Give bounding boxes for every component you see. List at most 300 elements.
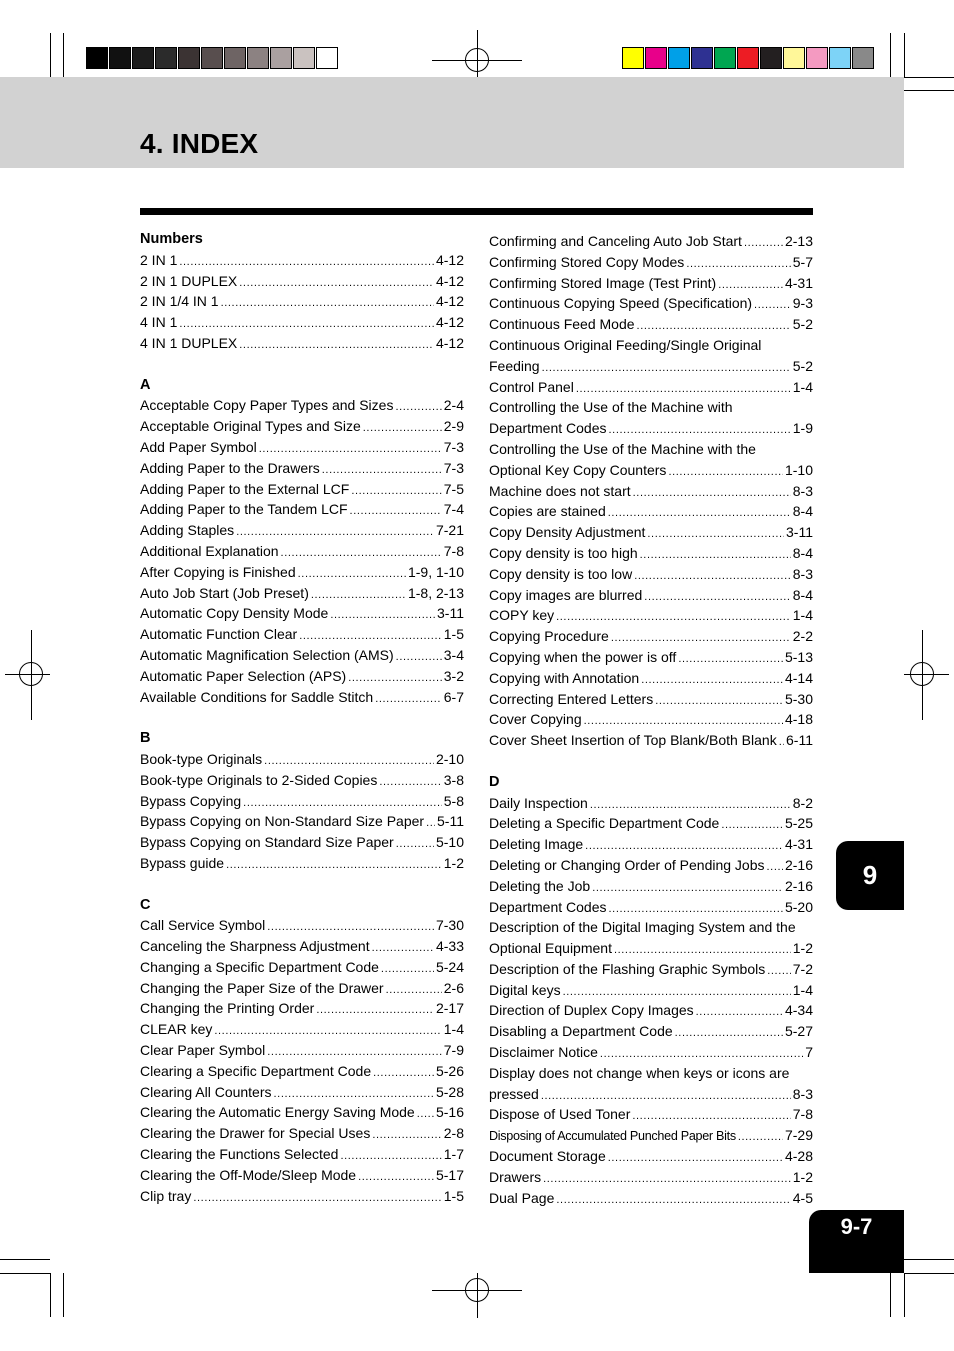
index-term: Clearing All Counters xyxy=(140,1083,272,1100)
index-entry xyxy=(489,855,813,876)
registration-target-icon xyxy=(465,48,489,72)
dot-leader xyxy=(668,462,783,481)
index-entry xyxy=(140,271,464,292)
index-entry xyxy=(489,1188,813,1209)
index-page-ref: 1-5 xyxy=(443,1187,464,1204)
dot-leader xyxy=(373,1063,434,1082)
dot-leader xyxy=(744,233,783,252)
dot-leader xyxy=(633,483,791,502)
index-page-ref: 7-3 xyxy=(443,459,464,476)
index-page-ref: 4-28 xyxy=(784,1148,813,1165)
index-section xyxy=(140,229,464,354)
dot-leader xyxy=(340,1146,441,1165)
index-term: pressed xyxy=(489,1085,539,1102)
index-term: Feeding xyxy=(489,357,540,374)
index-term: Bypass Copying on Standard Size Paper xyxy=(140,834,394,851)
index-entry xyxy=(140,250,464,271)
index-page-ref: 2-16 xyxy=(784,877,813,894)
index-page-ref: 8-4 xyxy=(792,503,813,520)
index-term: Confirming and Canceling Auto Job Start xyxy=(489,233,742,249)
index-term: Bypass Copying on Non-Standard Size Paper xyxy=(140,813,425,830)
index-page-ref: 5-25 xyxy=(784,815,813,832)
index-page-ref: 3-4 xyxy=(443,646,464,663)
index-page-ref: 4-12 xyxy=(435,314,464,331)
index-entry xyxy=(140,291,464,312)
index-page-ref: 7-3 xyxy=(443,438,464,455)
crop-mark xyxy=(904,90,954,91)
dot-leader xyxy=(236,522,434,541)
index-page-ref: 2-16 xyxy=(784,856,813,873)
index-entry xyxy=(140,1061,464,1082)
index-entry xyxy=(489,876,813,897)
index-entry xyxy=(140,1019,464,1040)
index-term: Adding Paper to the Tandem LCF xyxy=(140,501,348,518)
dot-leader xyxy=(590,795,791,814)
index-entry xyxy=(489,689,813,710)
calibration-swatch xyxy=(109,47,131,69)
calibration-swatch xyxy=(760,47,782,69)
index-page-ref: 4-33 xyxy=(435,938,464,955)
index-term: Book-type Originals to 2-Sided Copies xyxy=(140,771,378,788)
index-page-ref: 4-12 xyxy=(435,272,464,289)
index-page-ref: 7 xyxy=(805,1044,813,1061)
index-section xyxy=(489,231,813,751)
dot-leader xyxy=(259,439,442,458)
index-entry xyxy=(489,1084,813,1105)
index-column-left xyxy=(140,229,464,1227)
index-column-right xyxy=(489,231,813,1229)
index-entry xyxy=(140,499,464,520)
index-term: 4 IN 1 DUPLEX xyxy=(140,334,238,351)
index-entry xyxy=(140,437,464,458)
index-page-ref: 4-12 xyxy=(435,293,464,310)
dot-leader xyxy=(179,252,434,271)
section-heading: D xyxy=(489,773,500,790)
index-entry xyxy=(140,791,464,812)
index-entry xyxy=(140,770,464,791)
index-term: Adding Paper to the External LCF xyxy=(140,480,350,497)
index-page-ref: 1-4 xyxy=(792,981,813,998)
index-entry xyxy=(489,668,813,689)
index-term: Changing the Paper Size of the Drawer xyxy=(140,979,384,996)
index-term: Clearing the Functions Selected xyxy=(140,1146,339,1163)
index-entry-lead: Display does not change when keys or icons are xyxy=(489,1064,790,1081)
index-term: Bypass guide xyxy=(140,854,225,871)
dot-leader xyxy=(542,358,791,377)
index-term: 4 IN 1 xyxy=(140,314,178,331)
index-entry xyxy=(489,231,813,252)
index-term: Copy Density Adjustment xyxy=(489,524,646,541)
index-term: Additional Explanation xyxy=(140,542,279,559)
dot-leader xyxy=(767,961,791,980)
index-page-ref: 4-14 xyxy=(784,669,813,686)
dot-leader xyxy=(267,917,434,936)
index-page-ref: 1-4 xyxy=(792,378,813,395)
index-entry xyxy=(489,377,813,398)
index-term: Deleting Image xyxy=(489,836,584,853)
index-entry xyxy=(489,522,813,543)
index-entry xyxy=(489,834,813,855)
dot-leader xyxy=(647,524,784,543)
index-term: Copy images are blurred xyxy=(489,586,643,603)
dot-leader xyxy=(614,940,791,959)
dot-leader xyxy=(239,335,434,354)
index-section xyxy=(140,728,464,874)
crop-mark xyxy=(50,1273,51,1317)
dot-leader xyxy=(350,501,442,520)
index-entry xyxy=(489,585,813,606)
dot-leader xyxy=(556,607,791,626)
calibration-swatch xyxy=(737,47,759,69)
index-entry xyxy=(140,749,464,770)
index-page-ref: 3-11 xyxy=(786,524,813,541)
index-page-ref: 8-3 xyxy=(792,482,813,499)
index-entry xyxy=(140,333,464,354)
calibration-swatch xyxy=(316,47,338,69)
index-term: Canceling the Sharpness Adjustment xyxy=(140,938,370,955)
index-page-ref: 5-27 xyxy=(784,1023,813,1040)
index-term: Available Conditions for Saddle Stitch xyxy=(140,688,374,705)
section-heading: B xyxy=(140,730,151,747)
index-page-ref: 9-3 xyxy=(792,295,813,312)
section-heading: A xyxy=(140,376,151,393)
dot-leader xyxy=(609,420,791,439)
index-term: Copy density is too low xyxy=(489,565,633,582)
dot-leader xyxy=(316,1000,434,1019)
index-page-ref: 1-10 xyxy=(784,461,813,478)
dot-leader xyxy=(675,1023,783,1042)
dot-leader xyxy=(678,649,783,668)
index-page-ref: 7-9 xyxy=(443,1042,464,1059)
index-entry xyxy=(140,312,464,333)
index-section xyxy=(489,772,813,1209)
index-term: Department Codes xyxy=(489,898,607,915)
index-page-ref: 5-8 xyxy=(443,792,464,809)
dot-leader xyxy=(655,691,783,710)
crop-mark xyxy=(0,1259,50,1260)
index-entry xyxy=(489,813,813,834)
dot-leader xyxy=(298,564,406,583)
index-entry xyxy=(489,418,813,439)
index-page-ref: 5-2 xyxy=(792,357,813,374)
crop-mark xyxy=(50,33,51,77)
index-term: Adding Paper to the Drawers xyxy=(140,459,320,476)
index-page-ref: 5-7 xyxy=(792,253,813,270)
index-entry xyxy=(489,293,813,314)
dot-leader xyxy=(311,585,406,604)
index-page-ref: 5-13 xyxy=(784,648,813,665)
index-entry xyxy=(140,832,464,853)
calibration-swatch xyxy=(668,47,690,69)
index-entry xyxy=(140,957,464,978)
index-entry xyxy=(489,897,813,918)
header-band xyxy=(0,77,904,168)
index-term: Department Codes xyxy=(489,420,607,437)
index-page-ref: 7-8 xyxy=(443,542,464,559)
index-term: Confirming Stored Copy Modes xyxy=(489,253,685,270)
index-term: Direction of Duplex Copy Images xyxy=(489,1002,694,1019)
index-page-ref: 5-24 xyxy=(435,958,464,975)
index-entry xyxy=(489,959,813,980)
index-entry-lead: Controlling the Use of the Machine with the xyxy=(489,440,756,457)
dot-leader xyxy=(358,1167,434,1186)
index-term: Disclaimer Notice xyxy=(489,1044,598,1061)
index-page-ref: 2-8 xyxy=(443,1125,464,1142)
index-entry xyxy=(140,395,464,416)
index-term: 2 IN 1 DUPLEX xyxy=(140,272,238,289)
index-entry xyxy=(140,1165,464,1186)
crop-mark xyxy=(0,1273,50,1274)
index-page-ref: 7-21 xyxy=(435,522,464,539)
calibration-swatch xyxy=(178,47,200,69)
index-page-ref: 4-34 xyxy=(784,1002,813,1019)
index-page-ref: 8-3 xyxy=(792,1085,813,1102)
index-entry-lead: Continuous Original Feeding/Single Original xyxy=(489,336,762,353)
index-entry xyxy=(140,583,464,604)
index-entry xyxy=(489,1000,813,1021)
index-page-ref: 3-2 xyxy=(443,667,464,684)
registration-target-icon xyxy=(910,662,934,686)
dot-leader xyxy=(274,1084,434,1103)
index-entry xyxy=(489,605,813,626)
dot-leader xyxy=(541,1086,791,1105)
color-calibration-strip xyxy=(622,47,875,69)
section-heading: Numbers xyxy=(140,231,203,247)
dot-leader xyxy=(348,668,442,687)
index-entry xyxy=(489,314,813,335)
dot-leader xyxy=(640,545,791,564)
calibration-swatch xyxy=(293,47,315,69)
index-term: CLEAR key xyxy=(140,1021,213,1038)
index-term: After Copying is Finished xyxy=(140,563,296,580)
crop-mark xyxy=(63,1273,64,1317)
dot-leader xyxy=(214,1021,441,1040)
index-page-ref: 3-11 xyxy=(437,605,464,622)
index-entry xyxy=(489,626,813,647)
dot-leader xyxy=(718,275,783,294)
index-entry xyxy=(140,479,464,500)
index-entry xyxy=(140,1123,464,1144)
index-page-ref: 2-13 xyxy=(784,233,813,249)
grayscale-calibration-strip xyxy=(86,47,339,69)
index-page-ref: 6-11 xyxy=(786,732,813,749)
index-entry xyxy=(489,1021,813,1042)
index-term: Confirming Stored Image (Test Print) xyxy=(489,274,717,291)
index-entry xyxy=(140,1082,464,1103)
index-page-ref: 2-10 xyxy=(435,750,464,767)
dot-leader xyxy=(600,1044,803,1063)
index-term: Copying with Annotation xyxy=(489,669,640,686)
index-term: Optional Equipment xyxy=(489,940,612,957)
index-term: Digital keys xyxy=(489,981,561,998)
crop-mark xyxy=(890,33,891,77)
index-page-ref: 1-2 xyxy=(792,1168,813,1185)
index-term: Automatic Magnification Selection (AMS) xyxy=(140,646,394,663)
index-page-ref: 4-31 xyxy=(784,274,813,291)
index-term: Description of the Flashing Graphic Symbols xyxy=(489,960,766,977)
calibration-swatch xyxy=(270,47,292,69)
crop-mark xyxy=(904,1259,954,1260)
dot-leader xyxy=(417,1104,434,1123)
index-term: Deleting the Job xyxy=(489,877,591,894)
calibration-swatch xyxy=(86,47,108,69)
crop-mark xyxy=(904,33,905,77)
dot-leader xyxy=(738,1127,783,1146)
dot-leader xyxy=(386,980,442,999)
index-entry xyxy=(140,687,464,708)
calibration-swatch xyxy=(806,47,828,69)
dot-leader xyxy=(584,711,783,730)
index-term: Copy density is too high xyxy=(489,544,638,561)
page-title: 4. INDEX xyxy=(140,128,259,159)
dot-leader xyxy=(375,689,442,708)
index-term: Call Service Symbol xyxy=(140,917,266,934)
index-entry xyxy=(140,645,464,666)
index-term: Drawers xyxy=(489,1168,542,1185)
dot-leader xyxy=(281,543,442,562)
index-term: Machine does not start xyxy=(489,482,631,499)
index-term: Correcting Entered Letters xyxy=(489,690,654,707)
index-entry xyxy=(140,811,464,832)
index-page-ref: 2-17 xyxy=(435,1000,464,1017)
crop-mark xyxy=(904,77,954,78)
calibration-swatch xyxy=(132,47,154,69)
index-entry xyxy=(140,562,464,583)
index-entry xyxy=(140,520,464,541)
dot-leader xyxy=(543,1169,791,1188)
index-entry xyxy=(489,647,813,668)
dot-leader xyxy=(634,566,791,585)
dot-leader xyxy=(372,938,434,957)
registration-target-icon xyxy=(19,662,43,686)
index-page-ref: 7-30 xyxy=(435,917,464,934)
dot-leader xyxy=(585,836,783,855)
index-term: Continuous Copying Speed (Specification) xyxy=(489,295,753,312)
index-entry xyxy=(140,458,464,479)
index-term: Daily Inspection xyxy=(489,794,588,811)
dot-leader xyxy=(608,503,791,522)
dot-leader xyxy=(372,1125,441,1144)
index-page-ref: 1-8, 2-13 xyxy=(407,584,464,601)
index-term: Clearing the Automatic Energy Saving Mode xyxy=(140,1104,415,1121)
index-entry xyxy=(140,666,464,687)
dot-leader xyxy=(363,418,442,437)
dot-leader xyxy=(226,855,442,874)
index-term: Book-type Originals xyxy=(140,750,263,767)
index-page-ref: 5-26 xyxy=(435,1062,464,1079)
index-entry xyxy=(489,481,813,502)
index-entry xyxy=(140,853,464,874)
index-page-ref: 8-4 xyxy=(792,544,813,561)
index-entry xyxy=(140,978,464,999)
dot-leader xyxy=(267,1042,441,1061)
index-term: Clear Paper Symbol xyxy=(140,1042,266,1059)
dot-leader xyxy=(609,899,783,918)
index-entry xyxy=(489,1146,813,1167)
dot-leader xyxy=(754,295,791,314)
index-term: Clearing the Off-Mode/Sleep Mode xyxy=(140,1166,357,1183)
index-page-ref: 1-7 xyxy=(443,1146,464,1163)
index-entry xyxy=(140,416,464,437)
dot-leader xyxy=(641,670,783,689)
dot-leader xyxy=(592,878,783,897)
page-number: 9-7 xyxy=(809,1210,904,1273)
index-term: Dual Page xyxy=(489,1189,555,1206)
dot-leader xyxy=(686,254,790,273)
calibration-swatch xyxy=(155,47,177,69)
index-page-ref: 5-30 xyxy=(784,690,813,707)
calibration-swatch xyxy=(622,47,644,69)
dot-leader xyxy=(637,316,791,335)
dot-leader xyxy=(608,1148,783,1167)
dot-leader xyxy=(563,982,791,1001)
index-page-ref: 4-18 xyxy=(784,711,813,728)
index-term: Deleting a Specific Department Code xyxy=(489,815,720,832)
dot-leader xyxy=(644,587,790,606)
dot-leader xyxy=(767,857,783,876)
dot-leader xyxy=(351,481,441,500)
index-term: Control Panel xyxy=(489,378,574,395)
index-page-ref: 1-9 xyxy=(792,420,813,437)
calibration-swatch xyxy=(829,47,851,69)
index-page-ref: 2-2 xyxy=(792,628,813,645)
index-term: 2 IN 1/4 IN 1 xyxy=(140,293,219,310)
index-entry xyxy=(489,252,813,273)
index-page-ref: 7-4 xyxy=(443,501,464,518)
crop-mark xyxy=(904,1273,954,1274)
index-entry xyxy=(489,1125,813,1146)
index-page-ref: 2-4 xyxy=(443,397,464,414)
index-term: Disposing of Accumulated Punched Paper Bits xyxy=(489,1129,736,1144)
index-page-ref: 5-11 xyxy=(437,813,464,830)
index-entry xyxy=(489,501,813,522)
index-page-ref: 5-16 xyxy=(435,1104,464,1121)
index-entry xyxy=(489,273,813,294)
index-page-ref: 7-5 xyxy=(443,480,464,497)
calibration-swatch xyxy=(645,47,667,69)
dot-leader xyxy=(264,751,434,770)
index-term: Acceptable Copy Paper Types and Sizes xyxy=(140,397,394,414)
registration-target-icon xyxy=(465,1278,489,1302)
chapter-tab: 9 xyxy=(836,841,904,910)
index-term: Cover Sheet Insertion of Top Blank/Both Blank xyxy=(489,732,777,749)
index-page-ref: 1-9, 1-10 xyxy=(407,563,464,580)
dot-leader xyxy=(193,1188,441,1207)
index-page-ref: 8-4 xyxy=(792,586,813,603)
index-entry xyxy=(489,564,813,585)
index-entry xyxy=(489,356,813,377)
dot-leader xyxy=(576,379,791,398)
index-page-ref: 5-20 xyxy=(784,898,813,915)
index-page-ref: 3-8 xyxy=(443,771,464,788)
index-term: 2 IN 1 xyxy=(140,251,178,268)
index-term: Automatic Copy Density Mode xyxy=(140,605,329,622)
dot-leader xyxy=(239,273,434,292)
index-term: Cover Copying xyxy=(489,711,582,728)
index-entry xyxy=(140,936,464,957)
crop-mark xyxy=(904,1273,905,1317)
calibration-swatch xyxy=(714,47,736,69)
index-page-ref: 5-28 xyxy=(435,1083,464,1100)
index-section xyxy=(140,375,464,708)
index-entry xyxy=(140,1186,464,1207)
index-term: Dispose of Used Toner xyxy=(489,1106,631,1123)
index-page-ref: 1-2 xyxy=(792,940,813,957)
dot-leader xyxy=(179,314,434,333)
index-term: Changing a Specific Department Code xyxy=(140,958,379,975)
index-entry xyxy=(489,980,813,1001)
dot-leader xyxy=(299,626,442,645)
